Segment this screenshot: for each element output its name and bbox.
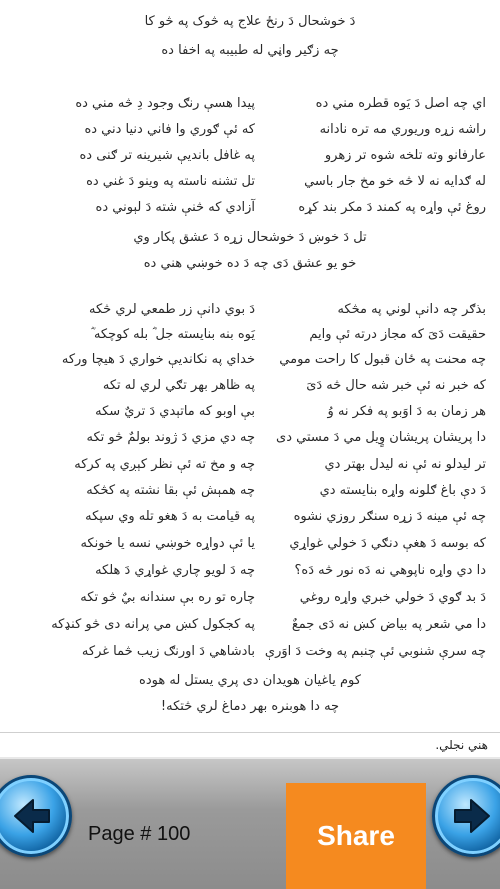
page-number-label: Page # 100 [88,823,191,845]
arrow-left-icon [3,788,59,844]
verse-right: که بوسه دَ هغې دنګي دَ خولي غواړي [289,536,486,551]
verse-right: تر ليدلو نه ئې نه ليدل بهتر دي [324,457,486,472]
verse-right: حقيقت دَیَ که مجاز درته ئې وايم [309,327,486,342]
verse-left: تل تشنه ناسته په وينو دَ غني ده [86,174,255,189]
share-button[interactable]: Share [286,783,426,889]
verse-right: بذګر چه دانې لوني په مڅکه [337,302,486,317]
verse-left: په کجکول کښ مي پرانه دی څو کنډکه [51,617,255,632]
verse-center: خو يو عشق دَی چه دَ ده خوښي هني ده [143,256,357,271]
verse-left: په ظاهر بهر تګي لري له تکه [102,378,255,393]
verse-right: چه ئې مينه دَ زړه سنګر روزي نشوه [293,509,486,524]
previous-page-button[interactable] [0,775,72,857]
intro-line: چه زګیر واڼي له طبیبه په اخفا ده [161,43,339,58]
verse-left: په قيامت به دَ هغو تله وي سپکه [85,509,255,524]
verse-right: که خبر نه ئې خبر شه حال څه دَیَ [306,378,486,393]
verse-right: اي چه اصل دَ يَوه قطره مني ده [315,96,486,111]
verse-left: آزادي که څنې شته دَ لېوني ده [95,200,255,215]
verse-center: تل دَ خوښ دَ خوشحال زړه دَ عشق پکار وي [133,230,367,245]
verse-center: کوم ياغيان هويدان دی پري يستل له هوده [139,673,361,688]
verse-right: عارفانو وته تلخه شوه تر زهرو [324,148,486,163]
verse-left: بې اوبو که ماتېدي دَ تريٌ سکه [95,404,255,419]
verse-right: هر زمان به دَ اوَبو په فکر نه وُ [327,404,486,419]
verse-left: خداي په نکانديې خواري دَ هيچا ورکه [61,352,255,367]
verse-left: يَوه بنه بنايسته جل ؓ بله کوچکه ؓ [90,327,255,342]
verse-right: چه محنت په ځان قبول کا راحت مومي [279,352,486,367]
verse-left: په غافل بانديې شيرينه تر ګنی ده [79,148,255,163]
intro-line: دَ خوشحال دَ رنځ علاج په څوک په څو کا [144,14,356,29]
next-page-button[interactable] [432,775,500,857]
verse-right: له ګدايه نه لا څه خو مخ جار باسي [304,174,486,189]
verse-right: دا مي شعر په بياض کښ نه دَی جمعٌ [291,617,486,632]
verse-right: دا دي واړه ناپوهي نه دَه نور څه دَه؟ [294,563,486,578]
verse-right: دا پريشان پريشان وٍيل مي دَ مستي دی [276,430,486,445]
footnote: هني نجلي. [435,738,488,752]
verse-left: پيدا هسې رنګ وجود دِ څه مني ده [75,96,255,111]
verse-left: که ئې ګوري وا فاني دنيا دني ده [84,122,255,137]
verse-left: بادشاهي دَ اورنګ زيب څما غرکه [81,644,255,659]
verse-right: چه سرې شنوبي ئې چنبم په وخت دَ اوَرې [264,644,486,659]
verse-right: دَ دې باغ ګلونه واړه بنايسته دي [319,483,486,498]
footnote-divider [0,732,500,733]
verse-right: راشه زړه وريوري مه تره نادانه [319,122,486,137]
verse-left: چه دَ لويو چاري غواړي دَ هلکه [95,563,255,578]
verse-right: دَ بد ګوي دَ خولي خبري واړه روغي [299,590,486,605]
verse-left: دَ بوي دانې زر طمعي لري څکه [89,302,255,317]
verse-left: چاره تو ره بې سندانه بيٌ څو تکه [80,590,255,605]
verse-left: يا ئې دواړه خوښي نسه يا خونکه [80,536,255,551]
verse-left: چه و مخ ته ئې نظر کېږي په کرکه [74,457,255,472]
verse-left: چه همېش ئې بقا نشته په کڅکه [86,483,255,498]
verse-center: چه دا هوبنره بهر دماغ لري څتکه! [160,699,340,714]
arrow-right-icon [445,788,500,844]
verse-left: چه دي مزي دَ ژوند بولمٌ څو تکه [86,430,255,445]
verse-right: روغ ئې واړه په کمند دَ مکر بند کړه [298,200,486,215]
